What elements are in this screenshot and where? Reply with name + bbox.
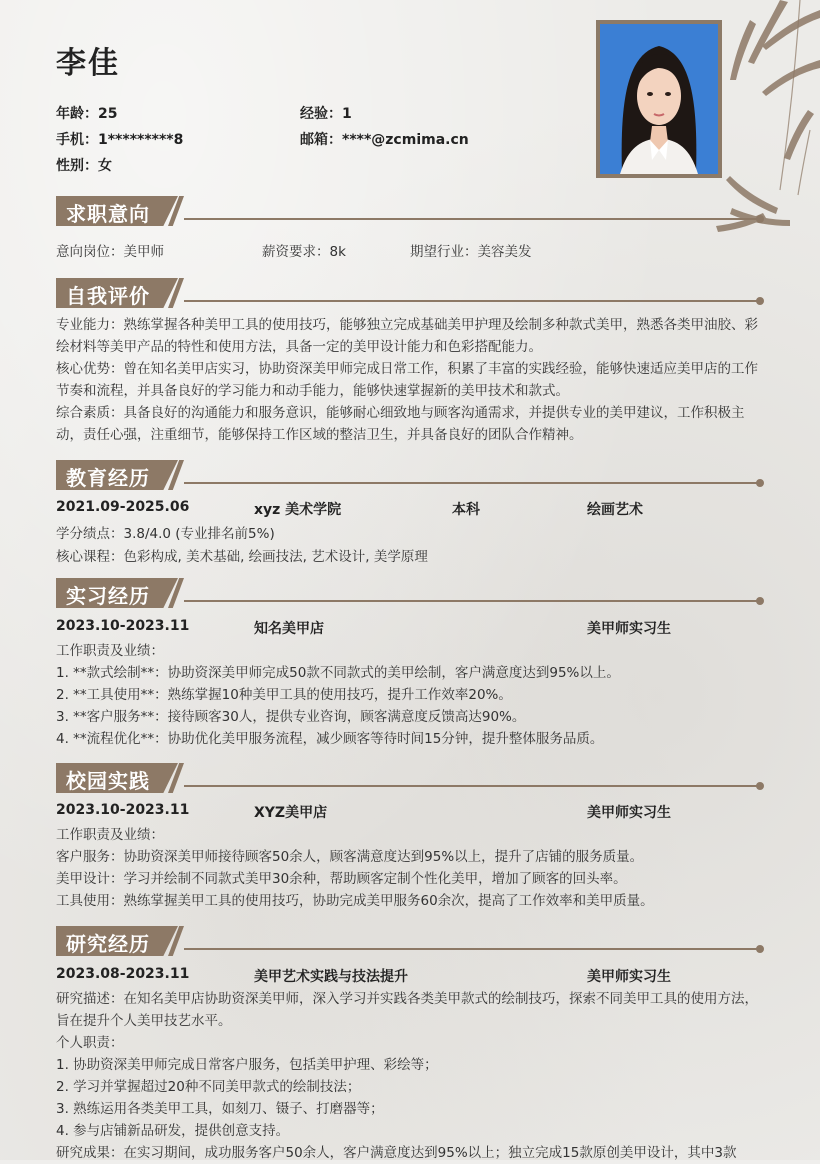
edu-date: 2021.09-2025.06 bbox=[56, 499, 190, 515]
section-header-intern bbox=[56, 578, 764, 608]
intent-position: 意向岗位：美甲师 bbox=[56, 244, 164, 260]
phone-field: 手机：1*********8 bbox=[56, 132, 184, 148]
campus-role: 美甲师实习生 bbox=[587, 805, 671, 821]
intern-lead: 工作职责及业绩： bbox=[56, 643, 164, 659]
edu-courses: 核心课程：色彩构成, 美术基础, 绘画技法, 艺术设计, 美学原理 bbox=[56, 549, 428, 565]
list-item: 4. 参与店铺新品研发，提供创意支持。 bbox=[56, 1123, 290, 1139]
gender-field: 性别：女 bbox=[56, 158, 112, 174]
research-lead: 个人职责： bbox=[56, 1035, 124, 1051]
portrait-figure bbox=[600, 24, 718, 174]
self-advantage: 核心优势：曾在知名美甲店实习，协助资深美甲师完成日常工作，积累了丰富的实践经验，能够快速适应美甲店的工作节奏和流程，并具备良好的学习能力和动手能力，能够快速掌握新的美甲技术和款式。 bbox=[56, 361, 758, 399]
edu-school: xyz 美术学院 bbox=[254, 502, 342, 518]
list-item: 美甲设计：学习并绘制不同款式美甲30余种，帮助顾客定制个性化美甲，增加了顾客的回头率。 bbox=[56, 871, 627, 887]
research-details bbox=[56, 988, 768, 1164]
research-result: 研究成果：在实习期间，成功服务客户50余人，客户满意度达到95%以上；独立完成15款原创美甲设计，其中3款 bbox=[56, 1145, 737, 1161]
list-item: 1. 协助资深美甲师完成日常客户服务，包括美甲护理、彩绘等； bbox=[56, 1057, 438, 1073]
photo-background bbox=[600, 24, 718, 174]
list-item: 4. **流程优化**：协助优化美甲服务流程，减少顾客等待时间15分钟，提升整体服务品质。 bbox=[56, 731, 604, 747]
email-field: 邮箱：****@zcmima.cn bbox=[300, 132, 469, 148]
research-desc: 研究描述：在知名美甲店协助资深美甲师，深入学习并实践各类美甲款式的绘制技巧，探索不同美甲工具的使用方法，旨在提升个人美甲技艺水平。 bbox=[56, 991, 758, 1029]
research-project: 美甲艺术实践与技法提升 bbox=[254, 969, 408, 985]
list-item: 2. 学习并掌握超过20种不同美甲款式的绘制技法； bbox=[56, 1079, 361, 1095]
campus-date: 2023.10-2023.11 bbox=[56, 802, 190, 818]
research-role: 美甲师实习生 bbox=[587, 969, 671, 985]
intern-date: 2023.10-2023.11 bbox=[56, 618, 190, 634]
section-title: 自我评价 bbox=[66, 284, 150, 308]
campus-duties bbox=[56, 824, 768, 912]
profile-photo bbox=[596, 20, 722, 178]
research-date: 2023.08-2023.11 bbox=[56, 966, 190, 982]
intern-role: 美甲师实习生 bbox=[587, 621, 671, 637]
edu-gpa: 学分绩点：3.8/4.0 (专业排名前5%) bbox=[56, 526, 275, 542]
intern-company: 知名美甲店 bbox=[254, 621, 324, 637]
list-item: 2. **工具使用**：熟练掌握10种美甲工具的使用技巧，提升工作效率20%。 bbox=[56, 687, 512, 703]
section-header-research bbox=[56, 926, 764, 956]
list-item: 1. **款式绘制**：协助资深美甲师完成50款不同款式的美甲绘制，客户满意度达到95%以上。 bbox=[56, 665, 620, 681]
campus-lead: 工作职责及业绩： bbox=[56, 827, 164, 843]
section-title: 教育经历 bbox=[66, 466, 150, 490]
age-field: 年龄：25 bbox=[56, 106, 118, 122]
experience-field: 经验：1 bbox=[300, 106, 352, 122]
edu-major: 绘画艺术 bbox=[587, 502, 643, 518]
intent-industry: 期望行业：美容美发 bbox=[410, 244, 532, 260]
section-header-intent bbox=[56, 196, 764, 226]
list-item: 客户服务：协助资深美甲师接待顾客50余人，顾客满意度达到95%以上，提升了店铺的服务质量。 bbox=[56, 849, 644, 865]
section-title: 校园实践 bbox=[66, 769, 150, 793]
section-title: 求职意向 bbox=[66, 202, 150, 226]
section-header-self bbox=[56, 278, 764, 308]
self-professional: 专业能力：熟练掌握各种美甲工具的使用技巧，能够独立完成基础美甲护理及绘制多种款式美甲，熟悉各类甲油胶、彩绘材料等美甲产品的特性和使用方法，具备一定的美甲设计能力和色彩搭配能力。 bbox=[56, 317, 758, 355]
list-item: 工具使用：熟练掌握美甲工具的使用技巧，协助完成美甲服务60余次，提高了工作效率和美甲质量。 bbox=[56, 893, 654, 909]
campus-company: XYZ美甲店 bbox=[254, 805, 328, 821]
self-quality: 综合素质：具备良好的沟通能力和服务意识，能够耐心细致地与顾客沟通需求，并提供专业的美甲建议，工作积极主动，责任心强，注重细节，能够保持工作区域的整洁卫生，并具备良好的团队合作精神。 bbox=[56, 405, 745, 443]
section-header-campus bbox=[56, 763, 764, 793]
section-title: 研究经历 bbox=[66, 932, 150, 956]
list-item: 3. 熟练运用各类美甲工具，如刻刀、镊子、打磨器等； bbox=[56, 1101, 384, 1117]
section-header-education bbox=[56, 460, 764, 490]
self-evaluation-text bbox=[56, 314, 768, 446]
candidate-name: 李佳 bbox=[56, 46, 120, 81]
intent-salary: 薪资要求：8k bbox=[262, 244, 346, 260]
intern-duties bbox=[56, 640, 768, 750]
edu-degree: 本科 bbox=[452, 502, 480, 518]
section-title: 实习经历 bbox=[66, 584, 150, 608]
list-item: 3. **客户服务**：接待顾客30人，提供专业咨询，顾客满意度反馈高达90%。 bbox=[56, 709, 526, 725]
